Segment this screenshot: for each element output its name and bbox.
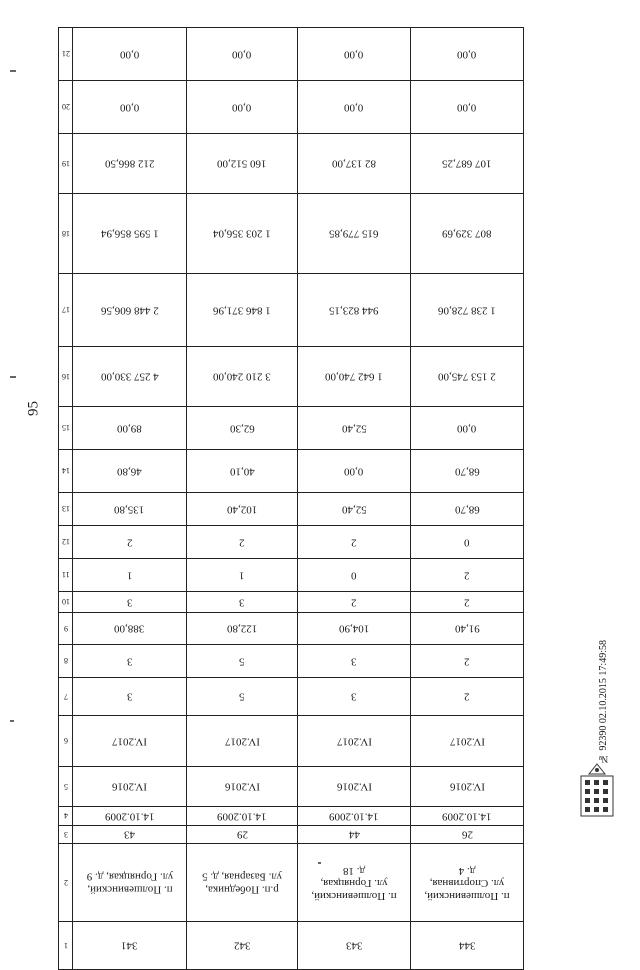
cell-value: 160 512,00 — [217, 157, 267, 170]
cell-value: 29 — [236, 828, 248, 841]
cell-value: 3 — [126, 690, 133, 703]
cell-value: 68,70 — [454, 465, 480, 478]
table-row — [59, 274, 524, 347]
table-row — [59, 81, 524, 134]
scan-mark — [10, 720, 14, 722]
table-cell — [73, 28, 187, 81]
table-cell — [73, 613, 187, 645]
cell-value: 3 — [126, 655, 133, 668]
table-cell — [411, 826, 524, 844]
table-cell — [73, 826, 187, 844]
cell-value: 341 — [121, 939, 138, 952]
column-number-label: 18 — [61, 229, 70, 239]
table-cell — [298, 716, 411, 767]
cell-value: 1 846 371,96 — [213, 304, 271, 317]
column-number — [59, 844, 73, 922]
table-row — [59, 194, 524, 274]
cell-value: 82 137,00 — [332, 157, 376, 170]
table-row — [59, 493, 524, 526]
scan-mark — [10, 376, 16, 378]
cell-value: 0,00 — [344, 465, 364, 478]
column-number — [59, 194, 73, 274]
column-number — [59, 767, 73, 807]
cell-value: 3 — [239, 596, 245, 609]
table-cell — [298, 274, 411, 347]
emblem-icon — [577, 762, 617, 822]
cell-value: 807 329,69 — [442, 227, 492, 240]
cell-value: 4 257 330,00 — [100, 370, 159, 383]
column-number — [59, 274, 73, 347]
cell-value: 26 — [461, 828, 473, 841]
cell-value: 342 — [233, 939, 251, 952]
column-number-label: 12 — [61, 537, 70, 547]
cell-value: 68,70 — [454, 503, 480, 516]
column-number — [59, 826, 73, 844]
page-number: 95 — [25, 401, 42, 416]
data-table — [58, 27, 524, 970]
table-row — [59, 347, 524, 407]
column-number — [59, 592, 73, 613]
cell-value: 2 — [464, 655, 470, 668]
cell-value: 944 823,15 — [329, 304, 379, 317]
column-number-label: 6 — [63, 736, 68, 746]
table-row — [59, 450, 524, 493]
cell-value: IV.2017 — [336, 735, 372, 748]
cell-value: 0 — [351, 569, 357, 582]
column-number — [59, 347, 73, 407]
cell-value: 3 — [351, 690, 357, 703]
cell-value: 1 642 740,00 — [325, 370, 383, 383]
cell-value: IV.2016 — [112, 780, 147, 793]
table-cell — [73, 716, 187, 767]
table-cell — [187, 493, 298, 526]
table-cell — [411, 807, 524, 826]
column-number-label: 9 — [63, 624, 68, 634]
cell-value: 1 238 728,06 — [438, 304, 496, 317]
cell-value: п. Полшевинский, ул. Горняцкая, д. 18 — [311, 864, 397, 902]
cell-value: 102,40 — [226, 503, 258, 516]
cell-value: 0,00 — [457, 48, 477, 61]
table-cell — [298, 194, 411, 274]
cell-value: 107 687,25 — [442, 157, 492, 170]
table-row — [59, 559, 524, 592]
table-cell — [411, 28, 524, 81]
table-cell — [187, 716, 298, 767]
column-number — [59, 645, 73, 678]
cell-value: 46,80 — [117, 465, 142, 478]
table-cell — [187, 613, 298, 645]
table-cell — [298, 844, 411, 922]
table-row — [59, 826, 524, 844]
table-cell — [411, 767, 524, 807]
table-cell — [411, 716, 524, 767]
cell-value: 14.10.2009 — [104, 810, 155, 823]
column-number-label: 19 — [61, 159, 70, 169]
table-row — [59, 716, 524, 767]
column-number-label: 15 — [61, 423, 70, 433]
cell-value: 14.10.2009 — [217, 810, 267, 823]
table-cell — [73, 922, 187, 970]
table-cell — [73, 407, 187, 450]
table-cell — [411, 678, 524, 716]
table-cell — [187, 922, 298, 970]
table-cell — [298, 826, 411, 844]
table-cell — [187, 274, 298, 347]
table-cell — [411, 194, 524, 274]
table-cell — [411, 81, 524, 134]
cell-value: IV.2016 — [336, 780, 372, 793]
column-number-label: 20 — [61, 102, 70, 112]
cell-value: 2 — [126, 536, 133, 549]
table-cell — [187, 559, 298, 592]
cell-value: 52,40 — [341, 422, 367, 435]
table-cell — [411, 526, 524, 559]
column-number-label: 16 — [61, 372, 70, 382]
table-cell — [298, 347, 411, 407]
cell-value: 0,00 — [232, 101, 252, 114]
column-number-label: 7 — [63, 692, 68, 702]
cell-value: 122,80 — [226, 622, 258, 635]
table-cell — [411, 559, 524, 592]
table-cell — [411, 613, 524, 645]
column-number-label: 5 — [63, 782, 68, 792]
cell-value: 0,00 — [457, 101, 477, 114]
table-cell — [73, 274, 187, 347]
table-cell — [73, 645, 187, 678]
table-cell — [73, 134, 187, 194]
table-cell — [73, 450, 187, 493]
table-cell — [187, 194, 298, 274]
table-cell — [411, 450, 524, 493]
table-row — [59, 645, 524, 678]
cell-value: 0,00 — [119, 101, 140, 114]
table-cell — [187, 134, 298, 194]
table-cell — [187, 407, 298, 450]
cell-value: 344 — [458, 939, 476, 952]
cell-value: 0 — [464, 536, 470, 549]
column-number — [59, 678, 73, 716]
table-cell — [187, 844, 298, 922]
cell-value: IV.2016 — [224, 780, 260, 793]
cell-value: 2 — [351, 536, 357, 549]
table-cell — [298, 526, 411, 559]
table-row — [59, 678, 524, 716]
cell-value: 212 866,50 — [104, 157, 155, 170]
cell-value: 3 — [351, 655, 357, 668]
table-cell — [411, 645, 524, 678]
cell-value: 0,00 — [119, 48, 140, 61]
table-cell — [73, 493, 187, 526]
table-cell — [411, 844, 524, 922]
table-cell — [411, 134, 524, 194]
table-cell — [298, 493, 411, 526]
cell-value: 2 — [464, 569, 470, 582]
column-number — [59, 407, 73, 450]
cell-value: 104,90 — [338, 622, 370, 635]
table-row — [59, 407, 524, 450]
cell-value: 135,80 — [114, 503, 145, 516]
table-cell — [73, 559, 187, 592]
table-row — [59, 28, 524, 81]
table-cell — [187, 678, 298, 716]
column-number-label: 17 — [61, 305, 70, 315]
table-cell — [187, 807, 298, 826]
table-cell — [298, 28, 411, 81]
table-cell — [73, 592, 187, 613]
table-cell — [187, 450, 298, 493]
cell-value: 91,40 — [454, 622, 480, 635]
cell-value: IV.2017 — [224, 735, 260, 748]
cell-value: п. Полшевинский, ул. Спортивная, д. 4 — [424, 864, 510, 902]
cell-value: 2 — [464, 690, 470, 703]
table-cell — [298, 613, 411, 645]
cell-value: IV.2017 — [112, 735, 147, 748]
column-number — [59, 134, 73, 194]
column-number — [59, 493, 73, 526]
scan-mark — [10, 70, 16, 72]
cell-value: 2 153 745,00 — [438, 370, 496, 383]
cell-value: 62,30 — [229, 422, 255, 435]
table-cell — [73, 194, 187, 274]
registration-stamp-text: № 92390 02.10.2015 17:49:58 — [598, 640, 609, 765]
cell-value: 89,00 — [117, 422, 142, 435]
column-number — [59, 559, 73, 592]
table-cell — [298, 81, 411, 134]
scan-mark — [318, 862, 321, 864]
table-cell — [73, 807, 187, 826]
table-row — [59, 134, 524, 194]
table-cell — [411, 592, 524, 613]
table-cell — [73, 81, 187, 134]
column-number — [59, 922, 73, 970]
column-number — [59, 28, 73, 81]
column-number — [59, 81, 73, 134]
table-cell — [187, 28, 298, 81]
column-number-label: 10 — [61, 597, 70, 607]
cell-value: 40,10 — [229, 465, 255, 478]
cell-value: 1 — [126, 569, 133, 582]
column-number-label: 13 — [61, 504, 70, 514]
table-cell — [187, 81, 298, 134]
table-cell — [298, 807, 411, 826]
table-cell — [298, 134, 411, 194]
column-number-label: 3 — [63, 830, 68, 840]
column-number — [59, 807, 73, 826]
table-cell — [298, 407, 411, 450]
cell-value: 0,00 — [344, 101, 364, 114]
cell-value: 52,40 — [341, 503, 367, 516]
cell-value: 14.10.2009 — [442, 810, 492, 823]
column-number — [59, 613, 73, 645]
cell-value: 615 779,85 — [329, 227, 379, 240]
table-cell — [298, 645, 411, 678]
column-number-label: 8 — [63, 656, 68, 666]
column-number-label: 2 — [63, 878, 68, 888]
table-cell — [187, 645, 298, 678]
table-cell — [298, 559, 411, 592]
column-number — [59, 526, 73, 559]
table-cell — [187, 526, 298, 559]
cell-value: 44 — [348, 828, 360, 841]
cell-value: 0,00 — [344, 48, 364, 61]
column-number-label: 11 — [61, 570, 70, 580]
cell-value: 43 — [124, 828, 135, 841]
table-cell — [411, 407, 524, 450]
table-row — [59, 807, 524, 826]
table-row — [59, 613, 524, 645]
cell-value: 1 — [239, 569, 245, 582]
table-row — [59, 922, 524, 970]
table-cell — [187, 826, 298, 844]
cell-value: 343 — [345, 939, 363, 952]
table-cell — [411, 493, 524, 526]
column-number-label: 21 — [61, 49, 70, 59]
table-cell — [298, 767, 411, 807]
table-cell — [73, 526, 187, 559]
cell-value: 0,00 — [232, 48, 252, 61]
table-cell — [298, 450, 411, 493]
column-number-label: 14 — [61, 466, 70, 476]
table-row — [59, 844, 524, 922]
cell-value: 2 — [351, 596, 357, 609]
table-cell — [298, 678, 411, 716]
table-row — [59, 592, 524, 613]
table-cell — [411, 347, 524, 407]
table-cell — [298, 592, 411, 613]
table-cell — [411, 922, 524, 970]
cell-value: п. Полшевинский, ул. Горняцкая, д. 9 — [86, 870, 173, 896]
column-number — [59, 716, 73, 767]
table-cell — [73, 347, 187, 407]
table-cell — [73, 767, 187, 807]
cell-value: 1 203 356,04 — [213, 227, 271, 240]
table-cell — [187, 347, 298, 407]
cell-value: 0,00 — [457, 422, 477, 435]
table-row — [59, 767, 524, 807]
table-cell — [73, 844, 187, 922]
cell-value: 5 — [239, 690, 245, 703]
table-cell — [187, 592, 298, 613]
cell-value: 1 595 856,94 — [100, 227, 159, 240]
cell-value: IV.2017 — [449, 735, 485, 748]
column-number-label: 4 — [63, 811, 68, 821]
cell-value: 388,00 — [114, 622, 145, 635]
cell-value: 5 — [239, 655, 245, 668]
cell-value: 3 — [126, 596, 133, 609]
table-cell — [73, 678, 187, 716]
column-number-label: 1 — [63, 941, 68, 951]
cell-value: р.п. Победника, ул. Базарная, д. 5 — [202, 870, 282, 896]
table-cell — [298, 922, 411, 970]
cell-value: 2 — [239, 536, 245, 549]
table-cell — [411, 274, 524, 347]
cell-value: 2 — [464, 596, 470, 609]
column-number — [59, 450, 73, 493]
cell-value: 14.10.2009 — [329, 810, 379, 823]
cell-value: 2 448 606,56 — [100, 304, 159, 317]
table-cell — [187, 767, 298, 807]
cell-value: IV.2016 — [449, 780, 485, 793]
table-row — [59, 526, 524, 559]
cell-value: 3 210 240,00 — [213, 370, 271, 383]
